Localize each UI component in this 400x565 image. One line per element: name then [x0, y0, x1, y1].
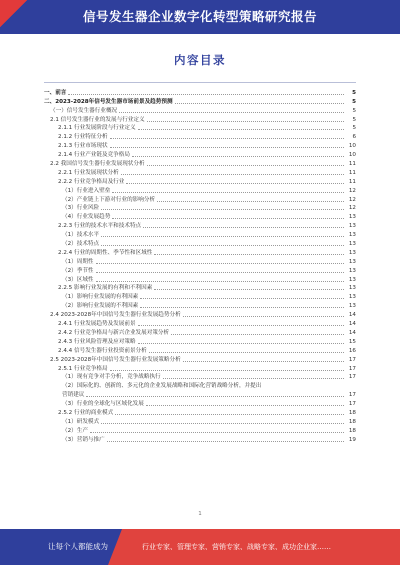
toc-entry[interactable]	[44, 417, 356, 426]
report-header-bar	[0, 0, 400, 34]
toc-entry-label: 2.2.5 影响行业发展的有利和不利因素	[58, 285, 153, 292]
toc-entry-label: 2.1.4 行业产业链及竞争格局	[58, 152, 130, 159]
toc-leader-dots	[163, 378, 344, 379]
toc-entry[interactable]	[44, 115, 356, 124]
toc-entry[interactable]	[44, 159, 356, 168]
toc-leader-dots	[101, 236, 344, 237]
footer-roles: 行业专家、管理专家、营销专家、战略专家、成功企业家……	[142, 543, 331, 551]
page-number: 1	[198, 511, 202, 517]
toc-entry[interactable]	[44, 373, 356, 382]
toc-entry-page: 10	[348, 143, 356, 150]
toc-entry[interactable]	[44, 177, 356, 186]
toc-leader-dots	[183, 361, 344, 362]
toc-leader-dots	[112, 218, 344, 219]
toc-entry-page: 14	[348, 321, 356, 328]
toc-entry-page: 11	[348, 161, 356, 168]
toc-entry-page: 10	[348, 152, 356, 159]
toc-leader-dots	[140, 298, 344, 299]
toc-leader-dots	[90, 432, 344, 433]
toc-leader-dots	[132, 156, 344, 157]
table-of-contents	[44, 88, 356, 444]
toc-entry-page: 13	[348, 294, 356, 301]
toc-entry-label: （2）影响行业发展的不利因素	[62, 303, 139, 310]
toc-entry[interactable]	[44, 337, 356, 346]
toc-leader-dots	[138, 343, 344, 344]
toc-entry-page: 15	[348, 338, 356, 345]
footer-slogan: 让每个人都能成为	[48, 542, 108, 551]
toc-leader-dots	[154, 289, 344, 290]
toc-entry-page: 13	[348, 303, 356, 310]
toc-leader-dots	[101, 245, 344, 246]
toc-entry-page: 13	[348, 232, 356, 239]
toc-leader-dots	[157, 201, 344, 202]
toc-entry-label: 2.1.2 行业特征分析	[58, 134, 108, 141]
toc-entry[interactable]	[44, 292, 356, 301]
toc-leader-dots	[96, 263, 344, 264]
toc-entry-label: 2.2.3 行业的技术水平和技术特点	[58, 223, 142, 230]
toc-entry-page: 17	[348, 392, 356, 399]
toc-entry-label: 2.2.1 行业发展现状分析	[58, 169, 119, 176]
toc-entry-page: 19	[348, 436, 356, 443]
toc-entry-page: 12	[348, 187, 356, 194]
toc-entry-page: 5	[352, 98, 356, 105]
toc-leader-dots	[115, 414, 344, 415]
toc-entry-page: 13	[348, 285, 356, 292]
toc-divider	[44, 82, 356, 83]
toc-entry-label: （一）信号发生器行业概况	[50, 107, 118, 114]
toc-entry-label: （3）区域性	[62, 276, 94, 283]
toc-entry[interactable]	[44, 328, 356, 337]
toc-entry[interactable]	[44, 248, 356, 257]
toc-entry-label: 2.2 我国信号发生器行业发展现状分析	[50, 161, 145, 168]
toc-leader-dots	[147, 165, 344, 166]
toc-entry[interactable]	[44, 168, 356, 177]
toc-entry[interactable]	[44, 239, 356, 248]
toc-entry-label: （3）行业风险	[62, 205, 100, 212]
toc-entry-page: 17	[348, 374, 356, 381]
toc-entry-label: 一、前言	[44, 89, 67, 96]
toc-entry-page: 17	[348, 356, 356, 363]
toc-entry[interactable]	[44, 266, 356, 275]
toc-leader-dots	[107, 441, 344, 442]
toc-entry[interactable]	[44, 435, 356, 444]
toc-leader-dots	[146, 405, 344, 406]
toc-entry-label: 2.5.1 行业竞争格局	[58, 365, 108, 372]
toc-leader-dots	[110, 138, 344, 139]
toc-entry-label: 2.5.2 行业的商业模式	[58, 409, 114, 416]
toc-entry-label: （1）技术水平	[62, 232, 100, 239]
toc-entry-label: （2）季节性	[62, 267, 94, 274]
toc-entry-label: 2.1 信号发生器行业的发展与行业定义	[50, 116, 145, 123]
report-title: 信号发生器企业数字化转型策略研究报告	[82, 9, 317, 24]
toc-leader-dots	[68, 94, 344, 95]
toc-entry-label: 2.2.4 行业的周期性、季节性和区域性	[58, 249, 153, 256]
toc-entry-page: 5	[352, 107, 356, 114]
toc-leader-dots	[126, 183, 344, 184]
toc-entry[interactable]	[44, 257, 356, 266]
toc-entry[interactable]	[44, 381, 356, 390]
toc-entry[interactable]	[44, 399, 356, 408]
toc-entry-label: 营销建议	[62, 392, 85, 399]
toc-entry[interactable]	[44, 97, 356, 106]
footer-bar	[0, 529, 400, 565]
toc-leader-dots	[110, 370, 344, 371]
toc-entry[interactable]	[44, 346, 356, 355]
toc-entry[interactable]	[44, 390, 356, 399]
toc-entry[interactable]	[44, 204, 356, 213]
toc-entry-label: （1）研发模式	[62, 418, 100, 425]
toc-entry-label: （2）技术特点	[62, 241, 100, 248]
toc-entry-label: （2）产业链上下游对行业的影响分析	[62, 196, 156, 203]
toc-entry-label: 2.1.1 行业发展阶段与行业定义	[58, 125, 136, 132]
toc-leader-dots	[86, 396, 344, 397]
toc-leader-dots	[143, 227, 344, 228]
toc-entry-label: （1）行业进入壁垒	[62, 187, 111, 194]
toc-entry[interactable]	[44, 195, 356, 204]
toc-leader-dots	[96, 272, 344, 273]
toc-entry-label: 二、2023-2028年信号发生器市场前景及趋势预测	[44, 98, 173, 105]
toc-entry[interactable]	[44, 88, 356, 97]
toc-leader-dots	[101, 423, 344, 424]
toc-entry-label: （1）影响行业发展的有利因素	[62, 294, 139, 301]
toc-entry-page: 6	[352, 134, 356, 141]
toc-entry-page: 5	[352, 89, 356, 96]
toc-entry-label: （2）国际化的、创新的、多元化的企业发展战略和国际化营销战略分析，并提出	[62, 383, 262, 390]
toc-entry[interactable]	[44, 230, 356, 239]
toc-entry-page: 5	[352, 116, 356, 123]
toc-entry-page: 13	[348, 223, 356, 230]
toc-entry-page: 18	[348, 409, 356, 416]
toc-leader-dots	[147, 121, 344, 122]
toc-entry-label: （2）生产	[62, 427, 88, 434]
toc-entry-label: （4）行业发展趋势	[62, 214, 111, 221]
toc-entry[interactable]	[44, 106, 356, 115]
toc-leader-dots	[138, 325, 344, 326]
toc-entry[interactable]	[44, 408, 356, 417]
toc-leader-dots	[140, 307, 344, 308]
toc-leader-dots	[101, 209, 344, 210]
toc-entry-page: 14	[348, 329, 356, 336]
toc-entry[interactable]	[44, 212, 356, 221]
toc-entry-label: 2.4.4 信号发生器行业投资前景分析	[58, 347, 147, 354]
toc-entry-page: 18	[348, 418, 356, 425]
toc-entry-label: 2.5 2023-2028年中国信号发生器行业发展策略分析	[50, 356, 181, 363]
toc-entry[interactable]	[44, 364, 356, 373]
toc-entry[interactable]	[44, 221, 356, 230]
toc-entry-page: 5	[352, 125, 356, 132]
toc-entry[interactable]	[44, 426, 356, 435]
toc-entry[interactable]	[44, 141, 356, 150]
toc-leader-dots	[175, 103, 344, 104]
toc-entry-page: 13	[348, 241, 356, 248]
toc-entry-label: 2.2.2 行业竞争格局及行业	[58, 178, 125, 185]
toc-leader-dots	[112, 192, 344, 193]
toc-entry-label: 2.4.2 行业竞争格局与新兴企业发展对策分析	[58, 329, 170, 336]
toc-entry-page: 13	[348, 249, 356, 256]
toc-leader-dots	[96, 281, 344, 282]
toc-leader-dots	[121, 174, 344, 175]
toc-entry[interactable]	[44, 186, 356, 195]
toc-leader-dots	[154, 254, 344, 255]
toc-entry[interactable]	[44, 310, 356, 319]
toc-entry[interactable]	[44, 124, 356, 133]
toc-entry[interactable]	[44, 132, 356, 141]
toc-entry-page: 17	[348, 365, 356, 372]
toc-entry[interactable]	[44, 355, 356, 364]
toc-entry-page: 13	[348, 258, 356, 265]
toc-entry-page: 11	[348, 178, 356, 185]
toc-entry-label: （1）周期性	[62, 258, 94, 265]
toc-leader-dots	[171, 334, 344, 335]
toc-entry[interactable]	[44, 150, 356, 159]
toc-entry[interactable]	[44, 284, 356, 293]
toc-heading: 内容目录	[174, 53, 226, 67]
toc-entry-label: 2.4.1 行业发展趋势及发展前景	[58, 321, 136, 328]
toc-entry-page: 13	[348, 276, 356, 283]
toc-leader-dots	[183, 316, 344, 317]
toc-entry-page: 13	[348, 214, 356, 221]
toc-leader-dots	[110, 147, 344, 148]
toc-entry-label: （1）现有竞争对手分析，竞争战略执行	[62, 374, 161, 381]
toc-entry-page: 11	[348, 169, 356, 176]
toc-entry-page: 13	[348, 267, 356, 274]
toc-entry-label: 2.4 2023-2028年中国信号发生器行业发展趋势分析	[50, 312, 181, 319]
toc-leader-dots	[138, 129, 344, 130]
toc-leader-dots	[119, 112, 344, 113]
toc-entry-page: 18	[348, 427, 356, 434]
toc-leader-dots	[149, 352, 344, 353]
toc-entry-label: （3）行业的全球化与区域化发展	[62, 401, 144, 408]
toc-entry-page: 14	[348, 312, 356, 319]
toc-entry-label: 2.1.3 行业市场现状	[58, 143, 108, 150]
toc-entry-page: 12	[348, 205, 356, 212]
toc-entry-label: 2.4.3 行业风险管理及应对策略	[58, 338, 136, 345]
toc-entry[interactable]	[44, 319, 356, 328]
toc-entry[interactable]	[44, 301, 356, 310]
toc-entry-page: 17	[348, 401, 356, 408]
toc-entry-label: （3）营销与推广	[62, 436, 105, 443]
toc-entry-page: 12	[348, 196, 356, 203]
toc-entry[interactable]	[44, 275, 356, 284]
toc-entry-page: 16	[348, 347, 356, 354]
